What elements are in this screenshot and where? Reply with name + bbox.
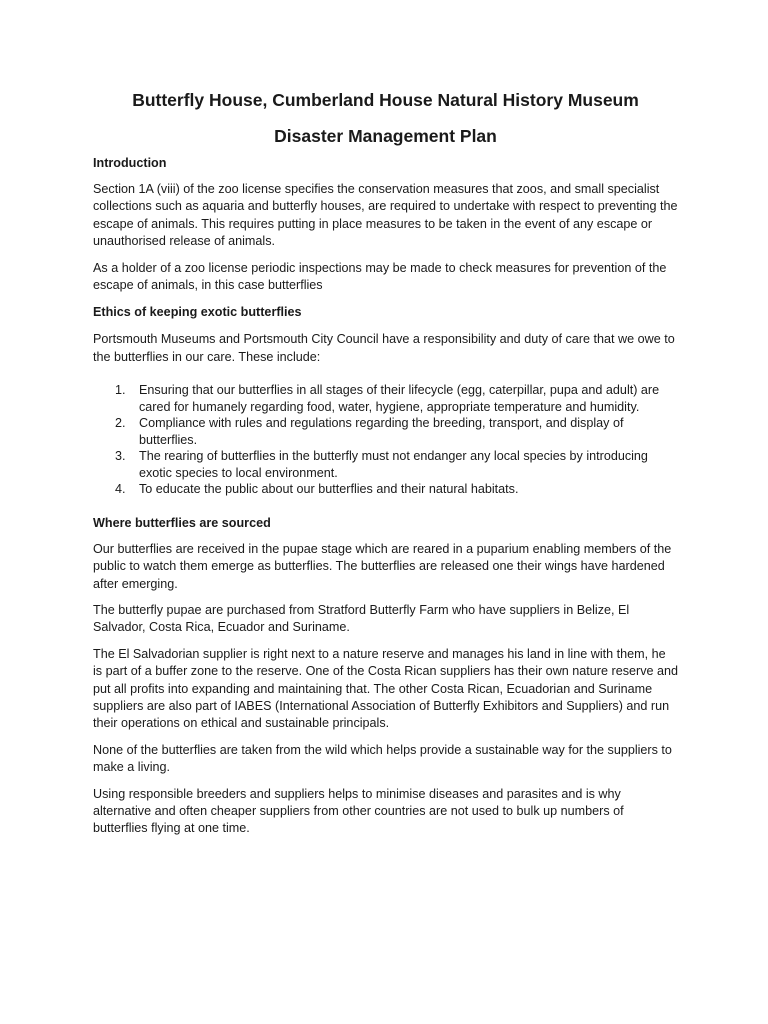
ethics-list bbox=[93, 382, 678, 498]
list-item bbox=[93, 448, 678, 481]
introduction-paragraph-2: As a holder of a zoo license periodic inspections may be made to check measures for prevention of the escape of animals, in this case butterflies bbox=[93, 260, 667, 293]
ethics-heading: Ethics of keeping exotic butterflies bbox=[93, 305, 302, 320]
list-item bbox=[93, 382, 678, 415]
list-item-number: 1. bbox=[115, 383, 126, 398]
list-item-text: To educate the public about our butterflies and their natural habitats. bbox=[139, 482, 519, 497]
sourced-paragraph-4: None of the butterflies are taken from the wild which helps provide a sustainable way for the suppliers to make a living. bbox=[93, 742, 672, 775]
document-subtitle: Disaster Management Plan bbox=[274, 126, 497, 146]
sourced-paragraph-2: The butterfly pupae are purchased from Stratford Butterfly Farm who have suppliers in Belize, El Salvador, Costa Rica, Ecuador and Suriname. bbox=[93, 602, 630, 635]
list-item-text: Ensuring that our butterflies in all stages of their lifecycle (egg, caterpillar, pupa and adult) are cared for humanely regarding food, water, hygiene, appropriate temperature and humidity. bbox=[139, 383, 660, 414]
list-item bbox=[93, 481, 678, 498]
introduction-heading: Introduction bbox=[93, 156, 167, 170]
introduction-paragraph-1: Section 1A (viii) of the zoo license specifies the conservation measures that zoos, and small specialist collections such as aquaria and butterfly houses, are required to undertake with respect to preventing the escape of animals. This requires putting in place measures to be taken in the event of any escape or unauthorised release of animals. bbox=[93, 182, 678, 249]
document-title: Butterfly House, Cumberland House Natural History Museum bbox=[132, 90, 639, 110]
list-item-number: 4. bbox=[115, 482, 126, 497]
list-item-number: 3. bbox=[115, 449, 126, 464]
list-item bbox=[93, 415, 678, 448]
sourced-paragraph-3: The El Salvadorian supplier is right next to a nature reserve and manages his land in line with them, he is part of a buffer zone to the reserve. One of the Costa Rican suppliers has their own nature reserve and put all profits into expanding and maintaining that. The other Costa Rican, Ecuadorian and Suriname suppliers are also part of IABES (International Association of Butterfly Exhibitors and Suppliers) and run their operations on ethical and sustainable principals. bbox=[93, 646, 679, 731]
sourced-paragraph-1: Our butterflies are received in the pupae stage which are reared in a puparium enabling members of the public to watch them emerge as butterflies. The butterflies are released one their wings have hardened after emerging. bbox=[93, 541, 672, 591]
sourced-paragraph-5: Using responsible breeders and suppliers helps to minimise diseases and parasites and is why alternative and often cheaper suppliers from other countries are not used to bulk up numbers of butterflies flying at one time. bbox=[93, 786, 624, 836]
sourced-heading: Where butterflies are sourced bbox=[93, 515, 271, 530]
list-item-number: 2. bbox=[115, 416, 126, 431]
list-item-text: The rearing of butterflies in the butterfly must not endanger any local species by introducing exotic species to local environment. bbox=[139, 449, 648, 480]
document-page bbox=[93, 86, 678, 838]
list-item-text: Compliance with rules and regulations regarding the breeding, transport, and display of butterflies. bbox=[139, 416, 624, 447]
ethics-paragraph: Portsmouth Museums and Portsmouth City Council have a responsibility and duty of care that we owe to the butterflies in our care. These include: bbox=[93, 332, 675, 364]
